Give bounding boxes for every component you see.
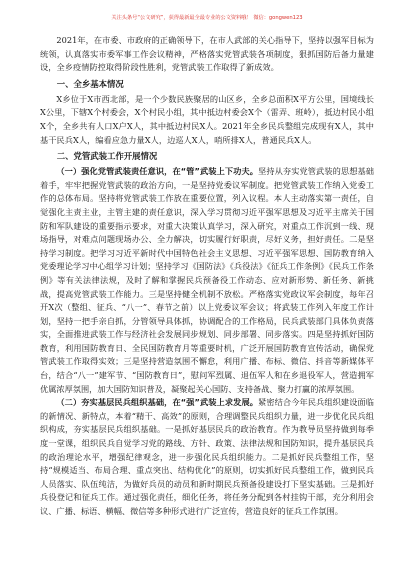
header-banner: 关注头条号“公文研究”，获得最新最全最专业的公文资料哦！ 微信：gongwen123 [111, 15, 303, 21]
document-body [40, 34, 374, 519]
subsection-2-heading: （二）夯实基层民兵组织基础，在“强”武装上求发展。 [56, 397, 259, 408]
subsection-1-heading: （一）强化党管武装责任意识，在“管”武装上下功夫。 [56, 166, 259, 177]
section-heading-1: 一、全乡基本情况 [56, 78, 124, 89]
intro-paragraph: 2021年，在市委、市政府的正确领导下，在市人武部的关心指导下，坚持以强军目标为统领，认真落实市委军事工作会议精神，严格落实党管武装各项制度，狠抓国防后备力量建设，全乡疫情防控取得阶段性胜利，党管武装工作取得了新成效。 [40, 35, 374, 73]
subsection-1-body: 坚持从夯实党管武装的思想基础着手，牢牢把握党管武装的政治方向，一是坚持党委议军制度。把党管武装工作纳入党委工作的总体布局。坚持将党管武装工作放在重要位置，列入议程。本人主动落实第一责任，自觉强化主责主业，主管主建的责任意识，深入学习贯彻习近平强军思想及习近平主席关于国防和军队建设的重要指示要求，对重大决策认真学习，深入研究，对重点工作沉到一线、现场指导，对难点问题现场办公、全力解决，切实履行好职责，尽好义务，担好责任。二是坚持学习制度。把学习习近平新时代中国特色社会主义思想、习近平强军思想、国防教育纳入党委理论学习中心组学习计划；坚持学习《国防法》《兵役法》《征兵工作条例》《民兵工作条例》等有关法律法规，及时了解和掌握民兵预备役工作动态、应对新形势、新任务、新挑战，提高党管武装工作能力。三是坚持健全机制不放松。严格落实党政议军会制度，每年召开X次（整组、征兵、“八一”、春节之前）以上党委议军会议；将武装工作列入年度工作计划，坚持一把手亲自抓，分管领导具体抓，协调配合的工作格局，民兵武装部门具体负责落实，全面推进武装工作与经济社会发展同步规划、同步部署、同步落实。四是坚持抓好国防教育，利用国防教育日、全民国防教育月等重要时机，广泛开展国防教育宣传活动，确保党管武装工作取得实效；三是坚持营造氛围不懈怠，利用广播、布标、微信、抖音等新媒体平台，结合“八一”建军节、“国防教育日”，慰问军烈属、退伍军人和在乡退役军人，营造拥军优属浓厚氛围，加大国防知识普及，凝聚起关心国防、支持备战、聚力打赢的浓厚氛围。 [40, 166, 374, 394]
section-1-body: X乡位于X市西北部，是一个少数民族聚居的山区乡，全乡总面积X平方公里，国境线长X公里，下辖X个村委会，X个村民小组，其中抵边村委会X个（雷弄、班岭），抵边村民小组X个，全乡共有人口X户X人，其中抵边村民X人。2021年全乡民兵整组完成现有X人，其中基干民兵X人，编看应急力量X人，边巡人X人，哨所排X人，普通民兵X人。 [40, 93, 374, 145]
subsection-2-body: 紧密结合今年民兵组织建设面临的新情况、新特点，本着“精干、高效”的原则，合理调整民兵组织力量，进一步优化民兵组织构成，夯实基层民兵组织基础。一是抓好基层民兵的政治教育。作为教导员坚持做到每季度一堂课，组织民兵自觉学习党的路线、方针、政策、法律法规和国防知识，提升基层民兵的政治理论水平，增强纪律观念，进一步强化民兵组织能力。二是抓好民兵整组工作，坚持“规模适当、布局合理、重点突出、结构优化”的原则，切实抓好民兵整组工作，做到民兵人员落实、队伍纯洁，为做好兵员的动员和新时期民兵预备役建设打下坚实基础。三是抓好兵役登记和征兵工作。通过强化责任，细化任务，将任务分配到各村挂钩干部，充分利用会议、广播、标语、横幅、微信等多种形式进行广泛宣传，营造良好的征兵工作氛围。 [40, 397, 374, 516]
subsection-1 [40, 165, 374, 396]
subsection-2 [40, 396, 374, 518]
section-heading-2: 二、党管武装工作开展情况 [56, 151, 158, 162]
